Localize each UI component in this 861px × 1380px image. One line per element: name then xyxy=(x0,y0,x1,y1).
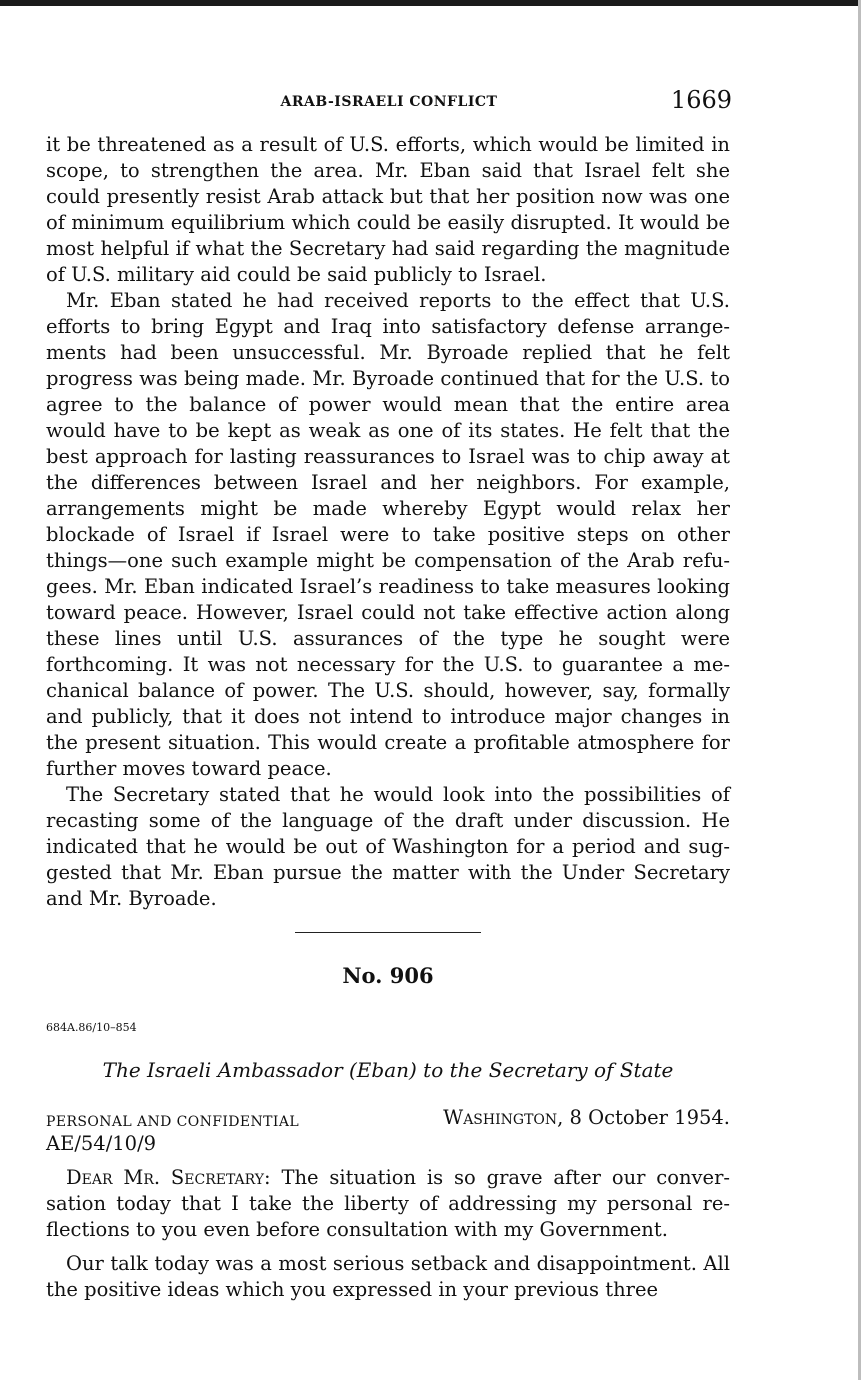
salutation: Dear Mr. Secretary xyxy=(66,1166,265,1189)
letter-paragraph-text: : The situation is so grave after our conversation today that I take the liberty of addressing my personal reflections to you even before consultation with my Government. xyxy=(46,1166,730,1241)
dateline xyxy=(443,1105,730,1131)
file-reference: 684A.86/10–854 xyxy=(46,1021,137,1034)
body-paragraph: Mr. Eban stated he had received reports to the effect that U.S. efforts to bring Egypt and Iraq into satisfactory defense arrangements had been unsuccessful. Mr. Byroade replied that he felt progress was being made. Mr. Byroade continued that for the U.S. to agree to the balance of power would mean that the entire area would have to be kept as weak as one of its states. He felt that the best approach for lasting reassurances to Israel was to chip away at the differences between Israel and her neighbors. For example, arrangements might be made whereby Egypt would relax her blockade of Israel if Israel were to take positive steps on other things—one such example might be compensation of the Arab refugees. Mr. Eban indicated Israel’s readiness to take measures looking toward peace. However, Israel could not take effective action along these lines until U.S. assurances of the type he sought were forthcoming. It was not necessary for the U.S. to guarantee a mechanical balance of power. The U.S. should, however, say, formally and publicly, that it does not intend to introduce major changes in the present situation. This would create a profitable atmosphere for further moves toward peace. xyxy=(46,289,730,780)
running-header xyxy=(46,86,732,120)
running-title: ARAB-ISRAELI CONFLICT xyxy=(280,94,498,110)
page-content xyxy=(46,132,730,1303)
letter-paragraph xyxy=(46,1165,730,1243)
document-heading: The Israeli Ambassador (Eban) to the Secretary of State xyxy=(102,1058,674,1082)
dateline-place: Washington xyxy=(443,1106,558,1129)
dateline-date: , 8 October 1954. xyxy=(557,1106,730,1129)
page-top-edge xyxy=(0,0,861,6)
classification-label: PERSONAL AND CONFIDENTIAL xyxy=(46,1114,300,1130)
document-number: No. 906 xyxy=(342,963,434,988)
reference-code: AE/54/10/9 xyxy=(46,1132,157,1155)
body-paragraph: it be threatened as a result of U.S. efforts, which would be limited in scope, to strengthen the area. Mr. Eban said that Israel felt she could presently resist Arab attack but that her position now was one of minimum equilibrium which could be easily disrupted. It would be most helpful if what the Secretary had said regarding the magnitude of U.S. military aid could be said publicly to Israel. xyxy=(46,133,730,286)
document-meta-row xyxy=(46,1105,730,1131)
letter-paragraph: Our talk today was a most serious setback and disappointment. All the positive ideas which you expressed in your previous three xyxy=(46,1252,730,1301)
page-number: 1669 xyxy=(670,86,732,114)
body-paragraph: The Secretary stated that he would look into the possibilities of recasting some of the language of the draft under discussion. He indicated that he would be out of Washington for a period and suggested that Mr. Eban pursue the matter with the Under Secretary and Mr. Byroade. xyxy=(46,783,730,910)
section-divider xyxy=(295,932,481,933)
